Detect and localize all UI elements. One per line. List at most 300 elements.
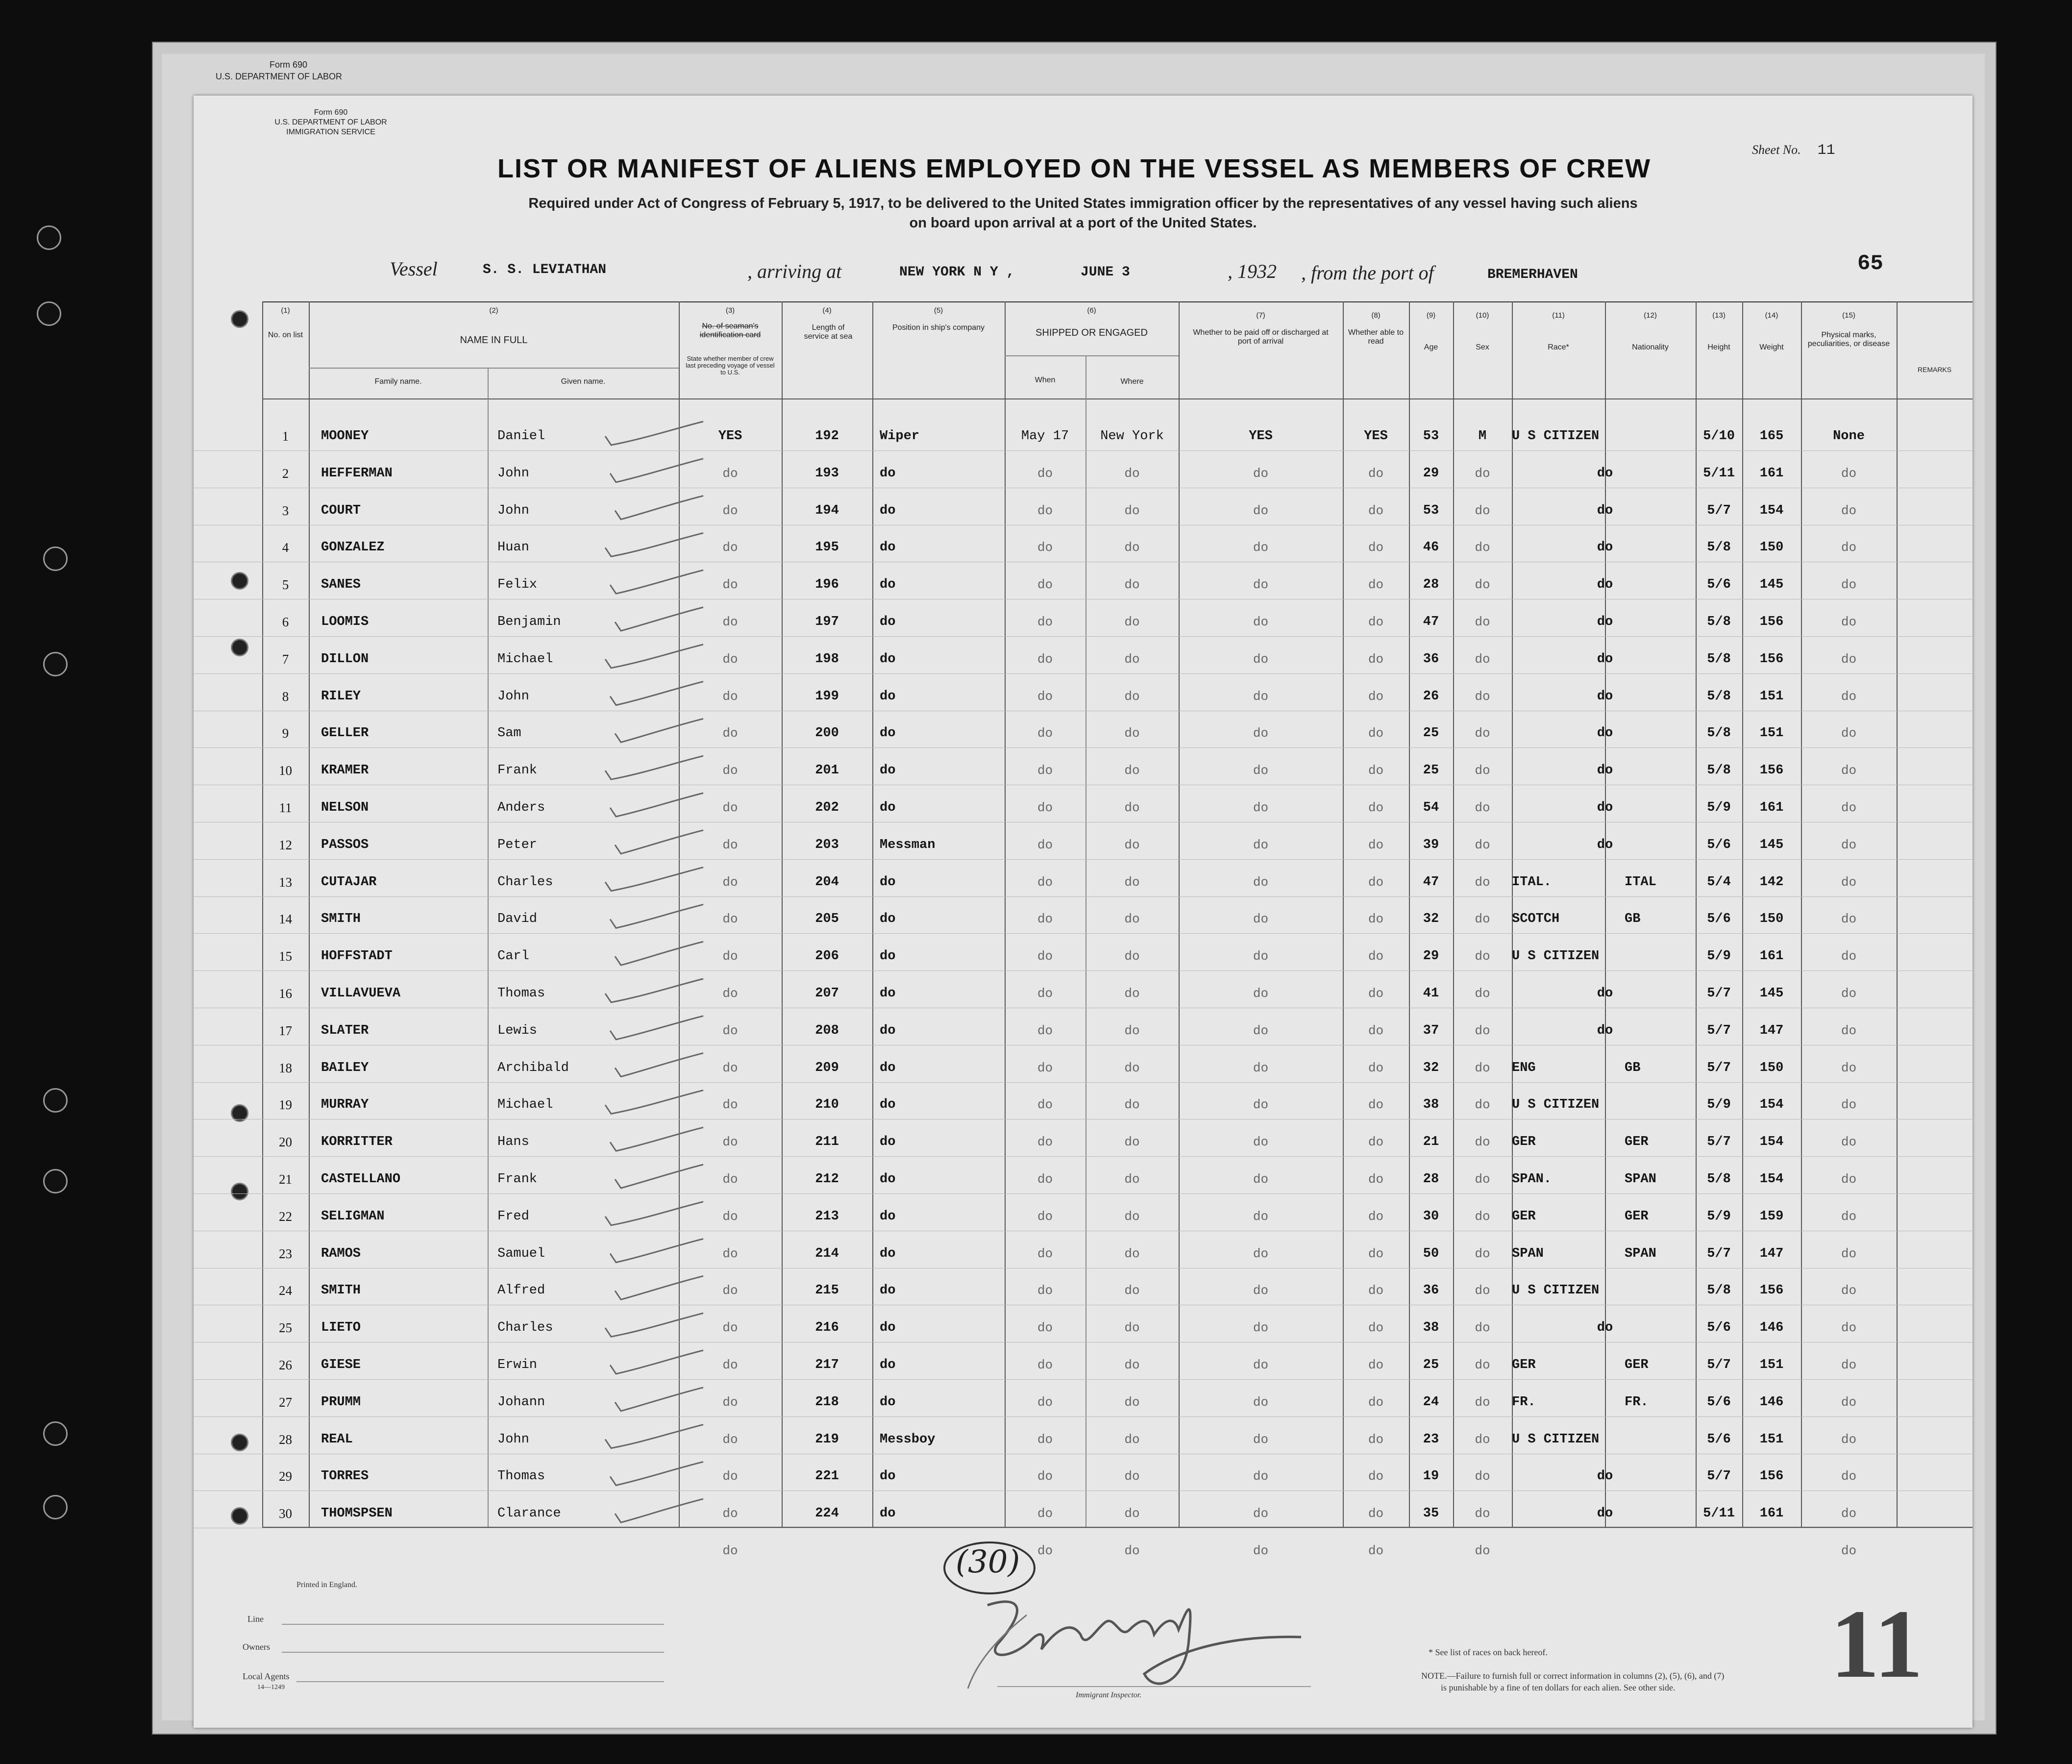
cell-given: Felix bbox=[497, 577, 538, 593]
cell-position: do bbox=[880, 1060, 896, 1075]
cell-when: do bbox=[1037, 1135, 1053, 1150]
cell-read: do bbox=[1368, 1097, 1384, 1113]
checkmark-17 bbox=[610, 1016, 703, 1040]
cell-position: do bbox=[880, 726, 896, 741]
cell-no: 27 bbox=[279, 1394, 292, 1410]
cell-age: 21 bbox=[1423, 1135, 1439, 1150]
cell-weight: 156 bbox=[1759, 1469, 1784, 1484]
cell-paid: do bbox=[1253, 1358, 1269, 1372]
cell-height: 5/7 bbox=[1707, 1023, 1731, 1038]
cell-where: do bbox=[1124, 615, 1140, 629]
cell-service: 208 bbox=[815, 1023, 839, 1038]
cell-sex: do bbox=[1475, 577, 1490, 593]
cell-weight: 150 bbox=[1759, 540, 1784, 555]
cell-paid: do bbox=[1253, 1506, 1269, 1521]
cell-paid: do bbox=[1253, 1320, 1269, 1336]
cell-read: do bbox=[1368, 615, 1384, 629]
arriving-label: , arriving at bbox=[747, 260, 842, 282]
checkmark-5 bbox=[610, 570, 703, 594]
cell-read: YES bbox=[1364, 429, 1388, 444]
cell-family: KORRITTER bbox=[321, 1135, 393, 1150]
page-subtitle bbox=[238, 194, 1928, 233]
cell-given: Charles bbox=[497, 874, 553, 890]
cell-family: LOOMIS bbox=[321, 615, 369, 629]
cell-given: John bbox=[497, 466, 529, 481]
cell-weight: 156 bbox=[1759, 615, 1784, 629]
cell-when: do bbox=[1037, 1209, 1053, 1224]
cell-age: 54 bbox=[1423, 800, 1439, 815]
cell-paid: do bbox=[1253, 1172, 1269, 1187]
cell-read: do bbox=[1368, 1432, 1384, 1447]
col2-number: (2) bbox=[489, 306, 498, 315]
cell-family: CASTELLANO bbox=[321, 1172, 401, 1187]
cell-where: do bbox=[1124, 1283, 1140, 1298]
cell-position: do bbox=[880, 503, 896, 518]
cell-service: 211 bbox=[815, 1135, 839, 1150]
cell-when: do bbox=[1037, 540, 1053, 555]
cell-paid: do bbox=[1253, 986, 1269, 1001]
cell-race: do bbox=[1597, 577, 1613, 593]
cell-read: do bbox=[1368, 912, 1384, 927]
col-name-in-full: NAME IN FULL bbox=[460, 335, 528, 346]
cell-age: 46 bbox=[1423, 540, 1439, 555]
cell-service: 205 bbox=[815, 912, 839, 927]
col11-number: (11) bbox=[1552, 311, 1565, 320]
cell-position: do bbox=[880, 1506, 896, 1521]
cell-race: SPAN. bbox=[1512, 1172, 1552, 1187]
cell-read: do bbox=[1368, 1469, 1384, 1484]
owners-field bbox=[282, 1652, 664, 1653]
cell-position: do bbox=[880, 1283, 896, 1298]
cell-position: do bbox=[880, 986, 896, 1001]
cell-race: SPAN bbox=[1512, 1246, 1544, 1261]
checkmark-20 bbox=[610, 1127, 703, 1151]
cell-paid: do bbox=[1253, 949, 1269, 964]
table-top-border bbox=[262, 301, 1973, 302]
departure-port: BREMERHAVEN bbox=[1487, 267, 1578, 282]
cell-given: John bbox=[497, 689, 529, 704]
cell-card: do bbox=[722, 1209, 738, 1224]
cell-height: 5/7 bbox=[1707, 1358, 1731, 1372]
cell-sex: do bbox=[1475, 689, 1490, 704]
race-note: * See list of races on back hereof. bbox=[1429, 1647, 1548, 1657]
cell-no: 4 bbox=[282, 540, 289, 555]
cell-when: do bbox=[1037, 1358, 1053, 1372]
cell-race: GER bbox=[1512, 1135, 1536, 1150]
cell-position: do bbox=[880, 577, 896, 593]
cell-no: 18 bbox=[279, 1060, 292, 1075]
cell-paid: do bbox=[1253, 1135, 1269, 1150]
checkmark-28 bbox=[605, 1425, 703, 1448]
cell-family: GELLER bbox=[321, 726, 369, 741]
checkmark-21 bbox=[615, 1165, 703, 1188]
cell-position: do bbox=[880, 1358, 896, 1372]
cell-marks: do bbox=[1841, 1135, 1857, 1150]
cell-given: Daniel bbox=[497, 429, 545, 444]
cell-sex: do bbox=[1475, 1209, 1490, 1224]
cell-read: do bbox=[1368, 1023, 1384, 1038]
col-weight: Weight bbox=[1759, 343, 1784, 351]
cell-where: do bbox=[1124, 689, 1140, 704]
cell-given: Thomas bbox=[497, 986, 545, 1001]
cell-card: do bbox=[722, 763, 738, 778]
col-shipped-or-engaged: SHIPPED OR ENGAGED bbox=[1036, 327, 1148, 338]
cell-family: SMITH bbox=[321, 1283, 361, 1298]
cell-read: do bbox=[1368, 1358, 1384, 1372]
sheet-number-stamp: 11 bbox=[1830, 1590, 1923, 1698]
cell-read: do bbox=[1368, 1172, 1384, 1187]
cell-weight: 156 bbox=[1759, 1283, 1784, 1298]
cell-height: 5/6 bbox=[1707, 1394, 1731, 1410]
cell-sex: do bbox=[1475, 1432, 1490, 1447]
cell-marks: do bbox=[1841, 1506, 1857, 1521]
cell-marks: do bbox=[1841, 466, 1857, 481]
cell-paid: do bbox=[1253, 1394, 1269, 1410]
cell-family: THOMSPSEN bbox=[321, 1506, 393, 1521]
cell-no: 13 bbox=[279, 874, 292, 890]
cell-age: 28 bbox=[1423, 577, 1439, 593]
sheet-number-label: Sheet No. bbox=[1752, 143, 1801, 157]
cell-sex: do bbox=[1475, 1097, 1490, 1113]
punch-hole bbox=[231, 572, 248, 590]
col-when: When bbox=[1035, 376, 1056, 384]
cell-weight: 159 bbox=[1759, 1209, 1784, 1224]
cell-read: do bbox=[1368, 874, 1384, 890]
cell-race: ITAL. bbox=[1512, 874, 1552, 890]
cell-card: do bbox=[722, 1246, 738, 1261]
punch-hole bbox=[43, 547, 68, 571]
cell-nat: GB bbox=[1625, 1060, 1641, 1075]
cell-weight: 146 bbox=[1759, 1394, 1784, 1410]
cell-when: do bbox=[1037, 1246, 1053, 1261]
cell-race: do bbox=[1597, 466, 1613, 481]
cell-height: 5/8 bbox=[1707, 763, 1731, 778]
cell-nat: SPAN bbox=[1625, 1246, 1656, 1261]
cell-weight: 154 bbox=[1759, 1172, 1784, 1187]
cell-nat: SPAN bbox=[1625, 1172, 1656, 1187]
checkmark-7 bbox=[605, 645, 703, 668]
cell-height: 5/4 bbox=[1707, 874, 1731, 890]
back-form-dept: U.S. DEPARTMENT OF LABOR bbox=[216, 72, 343, 81]
cell-position: do bbox=[880, 540, 896, 555]
col-position: Position in ship's company bbox=[892, 323, 985, 332]
cell-read: do bbox=[1368, 651, 1384, 667]
cell-no: 28 bbox=[279, 1432, 292, 1447]
form-block bbox=[257, 108, 404, 137]
cell-card: do bbox=[722, 874, 738, 890]
cell-where: do bbox=[1124, 651, 1140, 667]
col-nationality: Nationality bbox=[1632, 343, 1669, 351]
cell-paid: do bbox=[1253, 1023, 1269, 1038]
back-form-number: Form 690 bbox=[270, 60, 308, 70]
manifest-sheet bbox=[194, 96, 1973, 1728]
cell-read: do bbox=[1368, 466, 1384, 481]
extra-ditto-read: do bbox=[1368, 1543, 1384, 1558]
cell-service: 199 bbox=[815, 689, 839, 704]
cell-height: 5/7 bbox=[1707, 1135, 1731, 1150]
cell-family: RAMOS bbox=[321, 1246, 361, 1261]
checkmark-16 bbox=[605, 979, 703, 1002]
header-bottom-border bbox=[262, 398, 1973, 399]
cell-service: 192 bbox=[815, 429, 839, 444]
cell-when: do bbox=[1037, 1432, 1053, 1447]
cell-service: 210 bbox=[815, 1097, 839, 1113]
cell-sex: do bbox=[1475, 800, 1490, 815]
cell-no: 3 bbox=[282, 503, 289, 518]
cell-marks: do bbox=[1841, 726, 1857, 741]
cell-where: do bbox=[1124, 949, 1140, 964]
col5-number: (5) bbox=[934, 306, 943, 315]
cell-position: do bbox=[880, 1469, 896, 1484]
cell-sex: do bbox=[1475, 503, 1490, 518]
col-physical-marks: Physical marks, peculiarities, or disease bbox=[1807, 331, 1890, 348]
cell-family: SELIGMAN bbox=[321, 1209, 385, 1224]
cell-paid: do bbox=[1253, 837, 1269, 852]
cell-age: 38 bbox=[1423, 1097, 1439, 1113]
cell-family: GONZALEZ bbox=[321, 540, 385, 555]
cell-paid: do bbox=[1253, 1209, 1269, 1224]
cell-sex: do bbox=[1475, 874, 1490, 890]
cell-height: 5/7 bbox=[1707, 503, 1731, 518]
cell-race: do bbox=[1597, 689, 1613, 704]
cell-paid: do bbox=[1253, 540, 1269, 555]
cell-when: do bbox=[1037, 912, 1053, 927]
cell-nat: GER bbox=[1625, 1209, 1649, 1224]
col-length-of-service: Length of service at sea bbox=[804, 323, 853, 341]
cell-race: do bbox=[1597, 503, 1613, 518]
cell-read: do bbox=[1368, 540, 1384, 555]
cell-position: do bbox=[880, 615, 896, 629]
shipped-subheader-line bbox=[1005, 355, 1179, 356]
cell-height: 5/6 bbox=[1707, 577, 1731, 593]
cell-age: 25 bbox=[1423, 763, 1439, 778]
cell-where: do bbox=[1124, 466, 1140, 481]
cell-marks: do bbox=[1841, 1172, 1857, 1187]
checkmark-30 bbox=[615, 1499, 703, 1522]
cell-nat: FR. bbox=[1625, 1394, 1649, 1410]
cell-when: do bbox=[1037, 1320, 1053, 1336]
cell-when: do bbox=[1037, 466, 1053, 481]
cell-sex: do bbox=[1475, 986, 1490, 1001]
form-number: Form 690 bbox=[314, 108, 348, 117]
cell-when: do bbox=[1037, 689, 1053, 704]
cell-height: 5/8 bbox=[1707, 540, 1731, 555]
cell-weight: 151 bbox=[1759, 1358, 1784, 1372]
cell-weight: 161 bbox=[1759, 1506, 1784, 1521]
cell-service: 196 bbox=[815, 577, 839, 593]
cell-service: 200 bbox=[815, 726, 839, 741]
cell-nat: GER bbox=[1625, 1358, 1649, 1372]
cell-given: Archibald bbox=[497, 1060, 569, 1075]
cell-family: CUTAJAR bbox=[321, 874, 377, 890]
subtitle-line-2: on board upon arrival at a port of the United States. bbox=[909, 215, 1257, 231]
cell-position: do bbox=[880, 1246, 896, 1261]
cell-paid: do bbox=[1253, 1246, 1269, 1261]
checkmark-6 bbox=[615, 607, 703, 631]
cell-weight: 165 bbox=[1759, 429, 1784, 444]
cell-paid: do bbox=[1253, 651, 1269, 667]
cell-service: 214 bbox=[815, 1246, 839, 1261]
cell-service: 219 bbox=[815, 1432, 839, 1447]
cell-where: do bbox=[1124, 874, 1140, 890]
col-sex: Sex bbox=[1476, 343, 1489, 351]
checkmark-12 bbox=[615, 830, 703, 854]
cell-no: 10 bbox=[279, 763, 292, 778]
cell-card: do bbox=[722, 1394, 738, 1410]
punch-hole bbox=[231, 639, 248, 656]
cell-where: do bbox=[1124, 577, 1140, 593]
cell-given: Lewis bbox=[497, 1023, 538, 1038]
cell-no: 30 bbox=[279, 1506, 292, 1521]
cell-read: do bbox=[1368, 1246, 1384, 1261]
col13-number: (13) bbox=[1712, 311, 1726, 320]
cell-race: do bbox=[1597, 1023, 1613, 1038]
cell-card: do bbox=[722, 1506, 738, 1521]
cell-service: 218 bbox=[815, 1394, 839, 1410]
local-agents-code: 14—1249 bbox=[257, 1684, 285, 1691]
cell-marks: do bbox=[1841, 1246, 1857, 1261]
cell-race: do bbox=[1597, 1320, 1613, 1336]
cell-given: John bbox=[497, 503, 529, 518]
cell-when: do bbox=[1037, 726, 1053, 741]
cell-read: do bbox=[1368, 1394, 1384, 1410]
cell-age: 19 bbox=[1423, 1469, 1439, 1484]
cell-weight: 145 bbox=[1759, 986, 1784, 1001]
cell-no: 22 bbox=[279, 1209, 292, 1224]
cell-card: do bbox=[722, 986, 738, 1001]
cell-age: 32 bbox=[1423, 1060, 1439, 1075]
col-line bbox=[1897, 301, 1898, 1527]
cell-position: Messman bbox=[880, 837, 936, 852]
cell-position: do bbox=[880, 1023, 896, 1038]
cell-marks: do bbox=[1841, 1209, 1857, 1224]
cell-sex: do bbox=[1475, 763, 1490, 778]
checkmark-27 bbox=[615, 1388, 703, 1411]
cell-marks: do bbox=[1841, 800, 1857, 815]
vessel-label: Vessel bbox=[390, 258, 438, 280]
sheet-number bbox=[1752, 142, 1835, 159]
col-remarks: REMARKS bbox=[1917, 366, 1952, 373]
punch-hole bbox=[37, 301, 61, 326]
cell-service: 202 bbox=[815, 800, 839, 815]
cell-age: 25 bbox=[1423, 726, 1439, 741]
cell-card: do bbox=[722, 540, 738, 555]
cell-sex: do bbox=[1475, 1060, 1490, 1075]
col-line bbox=[309, 301, 310, 1527]
cell-height: 5/8 bbox=[1707, 615, 1731, 629]
checkmark-19 bbox=[605, 1090, 703, 1114]
cell-age: 29 bbox=[1423, 949, 1439, 964]
cell-given: Carl bbox=[497, 949, 529, 964]
cell-sex: do bbox=[1475, 1320, 1490, 1336]
cell-race: do bbox=[1597, 726, 1613, 741]
cell-family: HEFFERMAN bbox=[321, 466, 393, 481]
cell-paid: do bbox=[1253, 615, 1269, 629]
cell-when: do bbox=[1037, 763, 1053, 778]
cell-paid: do bbox=[1253, 800, 1269, 815]
cell-no: 21 bbox=[279, 1172, 292, 1187]
cell-height: 5/7 bbox=[1707, 1060, 1731, 1075]
cell-family: COURT bbox=[321, 503, 361, 518]
cell-race: do bbox=[1597, 986, 1613, 1001]
col10-number: (10) bbox=[1476, 311, 1489, 320]
cell-marks: do bbox=[1841, 1060, 1857, 1075]
col-able-to-read: Whether able to read bbox=[1348, 328, 1404, 346]
cell-given: Johann bbox=[497, 1394, 545, 1410]
cell-marks: do bbox=[1841, 1469, 1857, 1484]
cell-age: 23 bbox=[1423, 1432, 1439, 1447]
cell-read: do bbox=[1368, 1209, 1384, 1224]
col4-number: (4) bbox=[822, 306, 832, 315]
cell-race: do bbox=[1597, 1506, 1613, 1521]
cell-where: do bbox=[1124, 986, 1140, 1001]
cell-service: 213 bbox=[815, 1209, 839, 1224]
cell-family: SANES bbox=[321, 577, 361, 593]
cell-weight: 150 bbox=[1759, 912, 1784, 927]
row-rule bbox=[194, 747, 1973, 748]
checkmark-8 bbox=[610, 682, 703, 705]
cell-age: 30 bbox=[1423, 1209, 1439, 1224]
cell-card: do bbox=[722, 1172, 738, 1187]
cell-race: U S CITIZEN bbox=[1512, 949, 1600, 964]
cell-no: 5 bbox=[282, 577, 289, 593]
cell-sex: do bbox=[1475, 1172, 1490, 1187]
cell-sex: do bbox=[1475, 1506, 1490, 1521]
cell-age: 24 bbox=[1423, 1394, 1439, 1410]
cell-marks: do bbox=[1841, 503, 1857, 518]
cell-height: 5/10 bbox=[1703, 429, 1735, 444]
cell-height: 5/9 bbox=[1707, 1209, 1731, 1224]
cell-weight: 151 bbox=[1759, 689, 1784, 704]
cell-when: May 17 bbox=[1021, 429, 1069, 444]
cell-weight: 154 bbox=[1759, 1097, 1784, 1113]
cell-card: do bbox=[722, 689, 738, 704]
cell-height: 5/8 bbox=[1707, 689, 1731, 704]
cell-no: 19 bbox=[279, 1097, 292, 1113]
cell-service: 201 bbox=[815, 763, 839, 778]
cell-weight: 145 bbox=[1759, 837, 1784, 852]
cell-sex: do bbox=[1475, 466, 1490, 481]
checkmark-26 bbox=[610, 1350, 703, 1374]
cell-where: do bbox=[1124, 1023, 1140, 1038]
cell-sex: do bbox=[1475, 1358, 1490, 1372]
cell-marks: do bbox=[1841, 1358, 1857, 1372]
cell-weight: 154 bbox=[1759, 503, 1784, 518]
cell-when: do bbox=[1037, 800, 1053, 815]
col-given-name: Given name. bbox=[561, 377, 606, 386]
cell-weight: 142 bbox=[1759, 874, 1784, 890]
cell-nat: ITAL bbox=[1625, 874, 1656, 890]
cell-when: do bbox=[1037, 1506, 1053, 1521]
subtitle-line-1: Required under Act of Congress of February 5, 1917, to be delivered to the United States immigration officer by the representatives of any vessel having such aliens bbox=[528, 196, 1638, 211]
cell-position: do bbox=[880, 800, 896, 815]
row-rule bbox=[194, 673, 1973, 674]
cell-sex: do bbox=[1475, 949, 1490, 964]
cell-read: do bbox=[1368, 763, 1384, 778]
cell-when: do bbox=[1037, 949, 1053, 964]
cell-weight: 154 bbox=[1759, 1135, 1784, 1150]
cell-read: do bbox=[1368, 503, 1384, 518]
cell-where: do bbox=[1124, 1246, 1140, 1261]
cell-weight: 161 bbox=[1759, 949, 1784, 964]
cell-service: 204 bbox=[815, 874, 839, 890]
cell-marks: do bbox=[1841, 763, 1857, 778]
vessel-name: S. S. LEVIATHAN bbox=[483, 262, 607, 277]
cell-family: BAILEY bbox=[321, 1060, 369, 1075]
cell-service: 217 bbox=[815, 1358, 839, 1372]
cell-no: 15 bbox=[279, 949, 292, 964]
cell-read: do bbox=[1368, 949, 1384, 964]
